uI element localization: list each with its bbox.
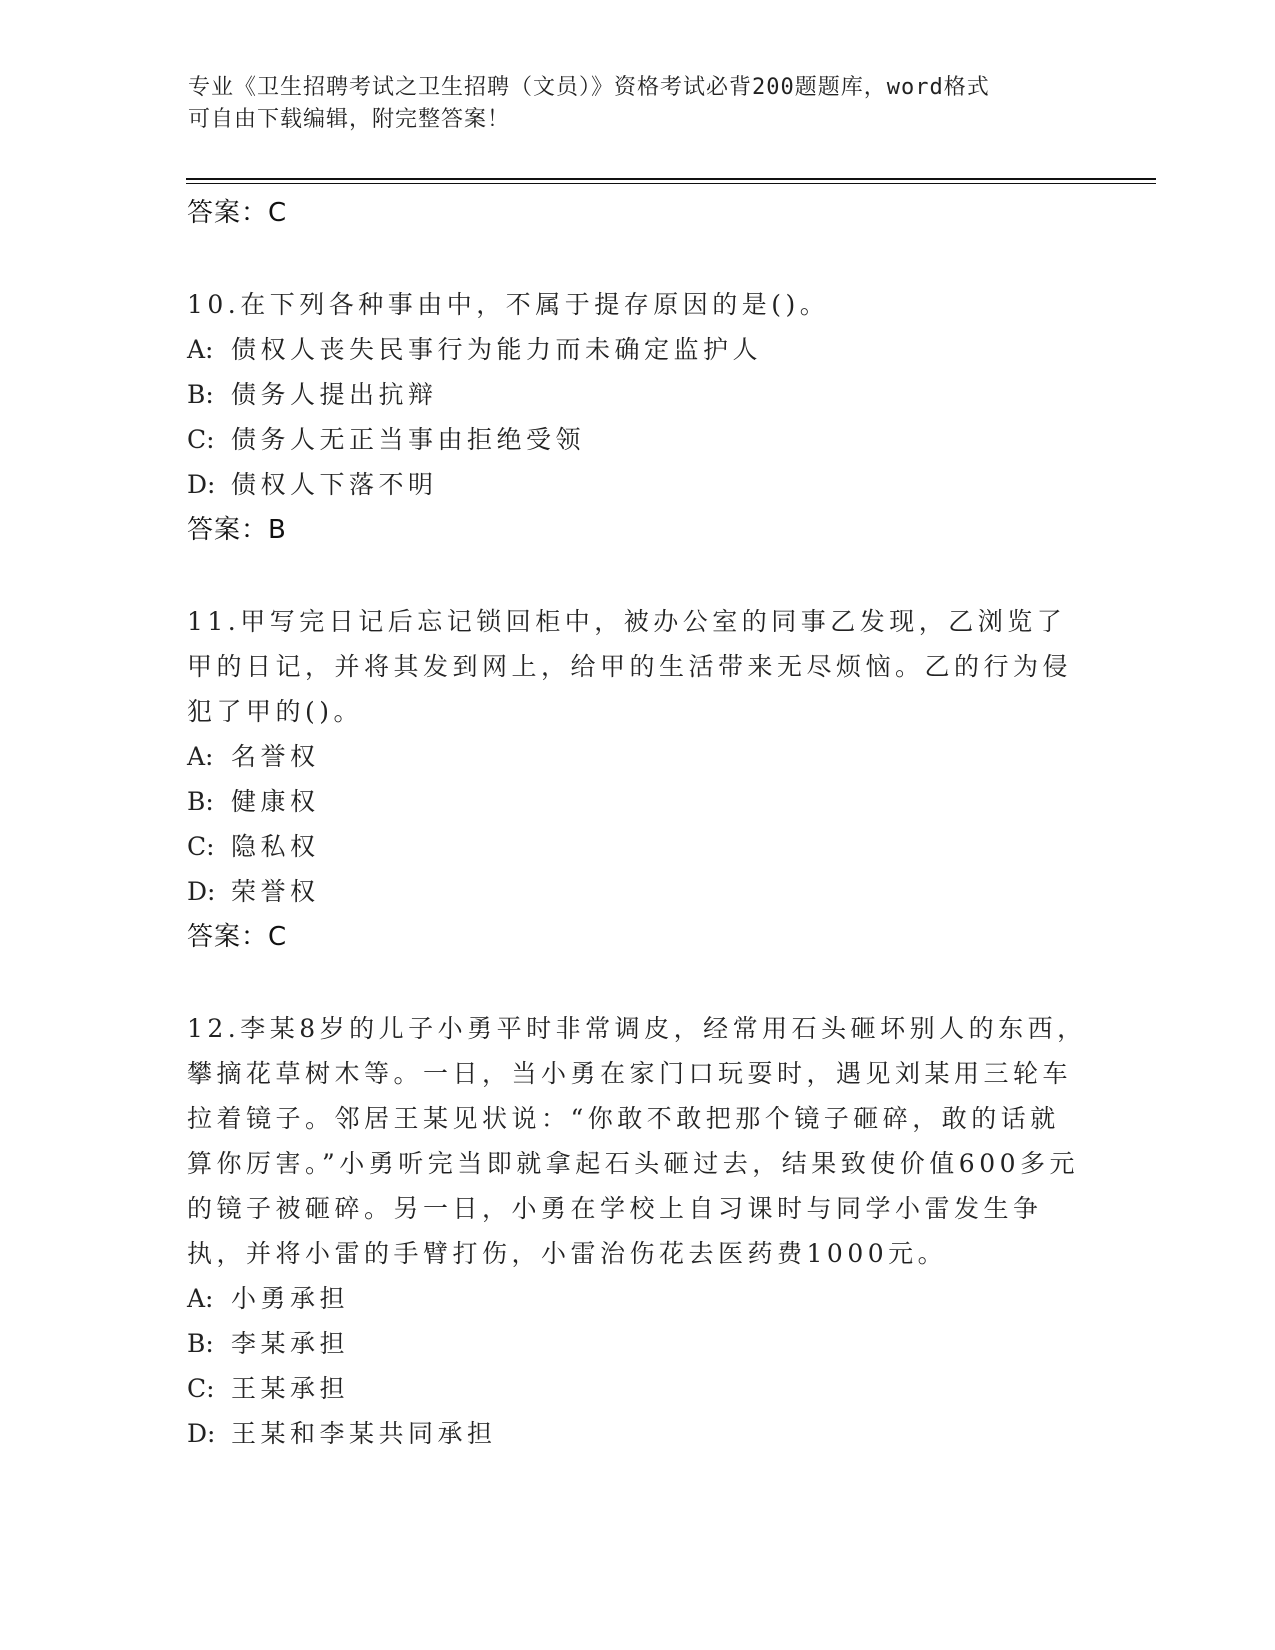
option-text: 荣誉权	[231, 877, 320, 906]
option-letter: B:	[187, 380, 214, 409]
option-letter: A:	[187, 742, 214, 771]
option-letter: C:	[187, 425, 215, 454]
option-a	[187, 327, 1087, 372]
option-letter: D:	[187, 470, 216, 499]
option-letter: B:	[187, 787, 214, 816]
option-text: 王某承担	[231, 1374, 350, 1403]
option-a	[187, 734, 1087, 779]
option-text: 隐私权	[231, 832, 320, 861]
answer-line: 答案：C	[187, 922, 288, 952]
option-text: 债务人无正当事由拒绝受领	[231, 425, 586, 454]
question-block	[187, 599, 1087, 960]
option-c	[187, 824, 1087, 869]
header-line-1: 专业《卫生招聘考试之卫生招聘（文员）》资格考试必背200题题库，word格式	[188, 75, 990, 100]
option-text: 债权人下落不明	[231, 470, 438, 499]
question-block	[187, 1006, 1087, 1456]
option-letter: A:	[187, 335, 214, 364]
page-header	[188, 72, 1068, 136]
option-text: 债务人提出抗辩	[231, 380, 438, 409]
option-c	[187, 417, 1087, 462]
option-text: 债权人丧失民事行为能力而未确定监护人	[231, 335, 763, 364]
question-block	[187, 282, 1087, 553]
option-text: 李某承担	[231, 1329, 350, 1358]
option-a	[187, 1276, 1087, 1321]
option-text: 小勇承担	[231, 1284, 350, 1313]
option-letter: A:	[187, 1284, 214, 1313]
header-line-2: 可自由下载编辑，附完整答案！	[188, 107, 511, 132]
option-text: 名誉权	[231, 742, 320, 771]
question-stem: 12.李某8岁的儿子小勇平时非常调皮，经常用石头砸坏别人的东西，攀摘花草树木等。一日，当小勇在家门口玩耍时，遇见刘某用三轮车拉着镜子。邻居王某见状说：“你敢不敢把那个镜子砸碎，敢的话就算你厉害。”小勇听完当即就拿起石头砸过去，结果致使价值600多元的镜子被砸碎。另一日，小勇在学校上自习课时与同学小雷发生争执，并将小雷的手臂打伤，小雷治伤花去医药费1000元。	[187, 1014, 1087, 1268]
option-d	[187, 869, 1087, 914]
option-d	[187, 462, 1087, 507]
option-letter: D:	[187, 877, 216, 906]
option-letter: B:	[187, 1329, 214, 1358]
option-b	[187, 1321, 1087, 1366]
option-d	[187, 1411, 1087, 1456]
question-stem: 10.在下列各种事由中，不属于提存原因的是()。	[187, 290, 830, 319]
header-rule-thin	[186, 183, 1156, 184]
answer-line: 答案：B	[187, 515, 287, 545]
option-letter: C:	[187, 832, 215, 861]
option-letter: D:	[187, 1419, 216, 1448]
option-letter: C:	[187, 1374, 215, 1403]
option-text: 王某和李某共同承担	[231, 1419, 497, 1448]
document-body	[187, 190, 1087, 1456]
option-b	[187, 779, 1087, 824]
option-text: 健康权	[231, 787, 320, 816]
answer-line: 答案：C	[187, 198, 288, 228]
option-c	[187, 1366, 1087, 1411]
question-stem: 11.甲写完日记后忘记锁回柜中，被办公室的同事乙发现，乙浏览了甲的日记，并将其发到网上，给甲的生活带来无尽烦恼。乙的行为侵犯了甲的()。	[187, 607, 1073, 726]
option-b	[187, 372, 1087, 417]
header-rule-thick	[186, 178, 1156, 180]
